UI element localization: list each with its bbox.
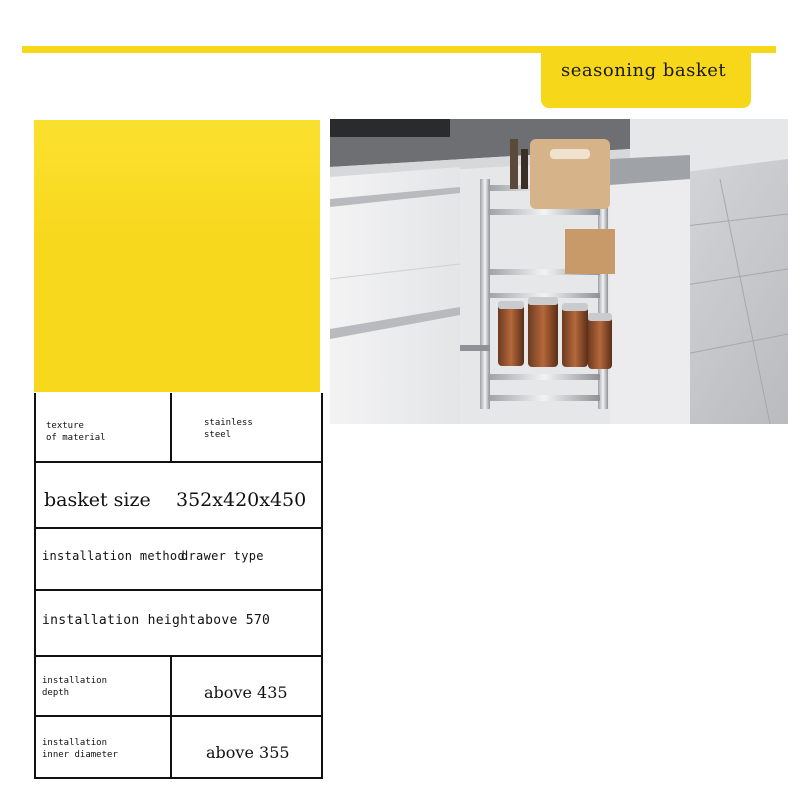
spec-label-material: texture of material <box>46 421 106 443</box>
column-divider <box>170 657 172 715</box>
spec-value-basket-size: 352x420x450 <box>176 489 307 511</box>
spec-label-method: installation method <box>42 549 185 563</box>
spec-label-basket-size: basket size <box>44 489 151 511</box>
column-divider <box>170 393 172 461</box>
spec-value-inner-diameter: above 355 <box>206 743 290 762</box>
product-photo <box>330 119 788 424</box>
spec-row-inner-diameter <box>36 717 321 779</box>
title-tab <box>541 50 751 108</box>
yellow-color-block <box>34 120 320 392</box>
spec-row-height <box>36 591 321 657</box>
spec-row-material <box>36 393 321 463</box>
column-divider <box>170 717 172 777</box>
spec-row-basket-size <box>36 463 321 529</box>
spec-label-inner-diameter: installation inner diameter <box>42 738 118 760</box>
page-title: seasoning basket <box>561 60 727 81</box>
spec-value-depth: above 435 <box>204 683 288 702</box>
spec-row-depth <box>36 657 321 717</box>
spec-table <box>34 393 323 779</box>
spec-label-depth: installation depth <box>42 676 108 698</box>
spec-value-height: above 570 <box>197 613 271 628</box>
spec-label-height: installation height <box>42 613 197 628</box>
spec-value-material: stainless steel <box>204 418 253 440</box>
spec-row-method <box>36 529 321 591</box>
spec-value-method: drawer type <box>181 549 264 563</box>
